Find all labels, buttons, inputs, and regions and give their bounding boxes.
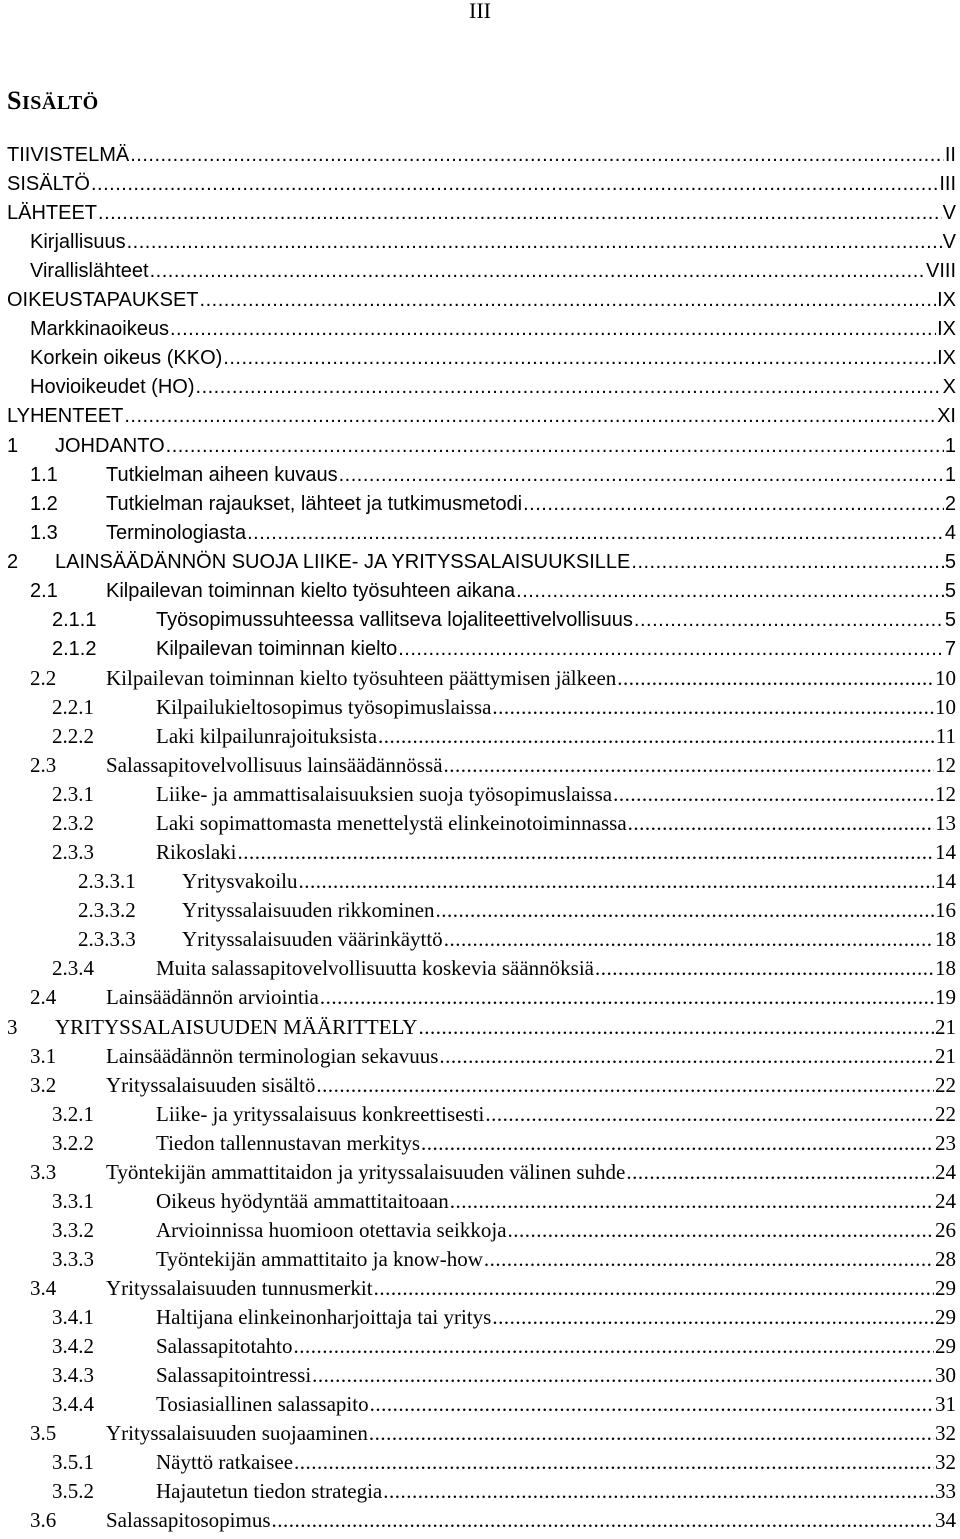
- toc-entry: [0, 1216, 960, 1245]
- toc-dot-leader: [339, 461, 944, 490]
- toc-entry-page: 24: [935, 1159, 956, 1184]
- toc-entry-title: Liike- ja ammattisalaisuuksien suoja työsopimuslaissa: [156, 782, 613, 807]
- toc-entry-title: Lainsäädännön terminologian sekavuus: [106, 1043, 439, 1068]
- toc-entry-number: 2.3.3: [52, 840, 94, 865]
- toc-entry-title: Kilpailevan toiminnan kielto työsuhteen päättymisen jälkeen: [106, 665, 617, 690]
- toc-entry: [0, 838, 960, 867]
- toc-entry-title: Salassapitosopimus: [106, 1508, 271, 1533]
- toc-entry-title: Kilpailevan toiminnan kielto työsuhteen aikana: [106, 579, 516, 602]
- toc-entry: [0, 577, 960, 606]
- toc-entry: [0, 1419, 960, 1448]
- toc-entry-page: 33: [935, 1479, 956, 1504]
- toc-entry-page: 30: [935, 1363, 956, 1388]
- toc-entry: [0, 199, 960, 228]
- toc-entry: [0, 1100, 960, 1129]
- toc-dot-leader: [200, 286, 937, 315]
- toc-entry-page: 24: [935, 1188, 956, 1213]
- toc-entry-number: 3.5: [30, 1421, 57, 1446]
- toc-entry-number: 3.4: [30, 1275, 57, 1300]
- toc-entry-page: 31: [935, 1392, 956, 1417]
- toc-dot-leader: [383, 1477, 934, 1506]
- heading-initial: S: [7, 86, 22, 115]
- toc-entry: [0, 896, 960, 925]
- toc-entry-title: Rikoslaki: [156, 840, 237, 865]
- toc-entry-title: Muita salassapitovelvollisuutta koskevia säännöksiä: [156, 956, 595, 981]
- toc-entry: [0, 983, 960, 1012]
- toc-entry-number: 3.3.2: [52, 1217, 94, 1242]
- toc-entry: [0, 925, 960, 954]
- toc-entry-number: 2: [7, 550, 19, 573]
- toc-entry-title: Laki sopimattomasta menettelystä elinkeinotoiminnassa: [156, 811, 627, 836]
- toc-entry-number: 3.3.1: [52, 1188, 94, 1213]
- toc-dot-leader: [196, 373, 942, 402]
- toc-entry-number: 2.1.1: [52, 608, 97, 631]
- toc-entry-page: 10: [935, 694, 956, 719]
- toc-entry-page: II: [944, 144, 956, 166]
- toc-dot-leader: [98, 199, 942, 228]
- toc-entry: [0, 1361, 960, 1390]
- toc-entry: [0, 635, 960, 664]
- toc-entry-number: 2.3.3.2: [78, 898, 136, 923]
- toc-entry-title: Yritysvakoilu: [182, 869, 298, 894]
- toc-entry-number: 2.1: [30, 579, 58, 602]
- toc-entry-title: Salassapitointressi: [156, 1363, 312, 1388]
- toc-dot-leader: [516, 577, 944, 606]
- toc-entry-page: 14: [935, 840, 956, 865]
- toc-entry-number: 3.2: [30, 1072, 57, 1097]
- toc-entry-number: 3.5.1: [52, 1450, 94, 1475]
- toc-dot-leader: [130, 141, 944, 170]
- toc-entry-number: 3.2.1: [52, 1101, 94, 1126]
- toc-entry-number: 1: [7, 434, 19, 457]
- toc-entry-page: 34: [935, 1508, 956, 1533]
- toc-entry: [0, 286, 960, 315]
- toc-dot-leader: [436, 896, 934, 925]
- toc-entry: [0, 1071, 960, 1100]
- toc-entry-title: Tutkielman aiheen kuvaus: [106, 463, 338, 486]
- toc-entry-page: V: [942, 202, 956, 225]
- toc-dot-leader: [631, 548, 943, 577]
- toc-entry-title: LÄHTEET: [7, 202, 98, 225]
- toc-entry: [0, 548, 960, 577]
- toc-entry-page: 18: [935, 956, 956, 981]
- toc-dot-leader: [628, 809, 934, 838]
- toc-entry-number: 2.2.2: [52, 724, 94, 748]
- toc-dot-leader: [626, 1158, 934, 1187]
- toc-entry-number: 3.4.3: [52, 1363, 94, 1388]
- toc-entry-page: 32: [935, 1421, 956, 1446]
- toc-entry-title: YRITYSSALAISUUDEN MÄÄRITTELY: [55, 1014, 418, 1039]
- toc-dot-leader: [293, 1332, 934, 1361]
- toc-entry-number: 3.4.1: [52, 1305, 94, 1329]
- toc-dot-leader: [320, 983, 934, 1012]
- toc-entry-title: Oikeus hyödyntää ammattitaitoaan: [156, 1188, 449, 1213]
- toc-dot-leader: [492, 1303, 934, 1332]
- toc-entry: [0, 170, 960, 199]
- toc-entry-page: 13: [935, 811, 956, 836]
- toc-dot-leader: [247, 519, 944, 548]
- toc-entry-title: Lainsäädännön arviointia: [106, 985, 319, 1010]
- toc-entry: [0, 751, 960, 780]
- toc-entry-page: 22: [935, 1072, 956, 1097]
- toc-dot-leader: [418, 1013, 934, 1042]
- toc-entry-number: 3: [7, 1014, 18, 1039]
- toc-entry-title: Salassapitovelvollisuus lainsäädännössä: [106, 753, 443, 778]
- toc-entry: [0, 606, 960, 635]
- toc-dot-leader: [444, 925, 934, 954]
- toc-dot-leader: [421, 1129, 934, 1158]
- toc-entry-page: 1: [944, 463, 956, 486]
- toc-entry-number: 3.3: [30, 1159, 57, 1184]
- toc-dot-leader: [299, 867, 935, 896]
- toc-entry: [0, 722, 960, 751]
- toc-entry-page: 1: [944, 434, 956, 457]
- toc-dot-leader: [294, 1448, 934, 1477]
- toc-entry-page: IX: [937, 318, 956, 341]
- toc-dot-leader: [450, 1187, 934, 1216]
- toc-dot-leader: [150, 257, 925, 286]
- toc-entry-number: 2.3.2: [52, 811, 94, 836]
- toc-entry-page: 12: [935, 753, 956, 778]
- toc-dot-leader: [312, 1361, 934, 1390]
- toc-entry: [0, 1187, 960, 1216]
- toc-entry-number: 2.1.2: [52, 637, 97, 660]
- toc-dot-leader: [617, 664, 934, 693]
- toc-dot-leader: [166, 432, 944, 461]
- toc-dot-leader: [370, 1390, 934, 1419]
- toc-entry-title: Hovioikeudet (HO): [30, 376, 195, 399]
- toc-entry: [0, 344, 960, 373]
- toc-entry-page: III: [939, 173, 956, 196]
- toc-entry: [0, 954, 960, 983]
- toc-entry-page: X: [942, 376, 956, 399]
- toc-entry-number: 3.1: [30, 1043, 57, 1068]
- toc-entry-title: Yrityssalaisuuden sisältö: [106, 1072, 316, 1097]
- toc-entry: [0, 432, 960, 461]
- toc-entry-page: 5: [944, 608, 956, 631]
- toc-entry-number: 2.3.1: [52, 782, 94, 807]
- toc-entry-title: Laki kilpailunrajoituksista: [156, 724, 378, 748]
- toc-entry-page: 29: [935, 1275, 956, 1300]
- toc-entry-page: 10: [935, 665, 956, 690]
- toc-dot-leader: [378, 722, 935, 751]
- toc-entry-number: 1.3: [30, 521, 58, 544]
- toc-entry-page: 26: [935, 1217, 956, 1242]
- toc-entry: [0, 1042, 960, 1071]
- toc-entry-title: Tutkielman rajaukset, lähteet ja tutkimusmetodi: [106, 492, 523, 515]
- toc-dot-leader: [613, 780, 934, 809]
- toc-entry-number: 3.5.2: [52, 1479, 94, 1504]
- toc-entry: [0, 228, 960, 257]
- toc-dot-leader: [316, 1071, 934, 1100]
- toc-entry-number: 2.4: [30, 985, 57, 1010]
- toc-entry-number: 3.3.3: [52, 1246, 94, 1271]
- toc-entry-number: 1.2: [30, 492, 58, 515]
- toc-entry: [0, 373, 960, 402]
- toc-entry-title: Yrityssalaisuuden rikkominen: [182, 898, 435, 923]
- toc-entry: [0, 1158, 960, 1187]
- toc-entry-page: XI: [937, 405, 956, 428]
- toc-entry: [0, 315, 960, 344]
- toc-entry-page: IX: [937, 347, 956, 370]
- toc-entry-title: Terminologiasta: [106, 521, 247, 544]
- toc-entry-page: 7: [944, 637, 956, 660]
- toc-dot-leader: [374, 1274, 934, 1303]
- toc-entry: [0, 1506, 960, 1535]
- toc-entry: [0, 780, 960, 809]
- toc-entry-page: 4: [944, 521, 956, 544]
- toc-entry-number: 3.4.2: [52, 1334, 94, 1359]
- toc-entry-title: Markkinaoikeus: [30, 318, 169, 341]
- toc-entry: [0, 1303, 960, 1332]
- toc-dot-leader: [634, 606, 944, 635]
- toc-entry-number: 2.2: [30, 665, 57, 690]
- toc-dot-leader: [124, 402, 936, 431]
- toc-entry-title: JOHDANTO: [55, 434, 165, 457]
- toc-entry-title: LAINSÄÄDÄNNÖN SUOJA LIIKE- JA YRITYSSALAISUUKSILLE: [55, 550, 631, 573]
- toc-entry-page: 14: [935, 869, 956, 894]
- toc-entry-title: Haltijana elinkeinonharjoittaja tai yritys: [156, 1305, 492, 1329]
- toc-entry-number: 1.1: [30, 463, 58, 486]
- toc-entry: [0, 519, 960, 548]
- toc-entry-page: 29: [935, 1334, 956, 1359]
- toc-dot-leader: [238, 838, 934, 867]
- toc-dot-leader: [91, 170, 938, 199]
- toc-entry: [0, 257, 960, 286]
- toc-entry: [0, 490, 960, 519]
- toc-entry: [0, 1390, 960, 1419]
- toc-entry-title: Salassapitotahto: [156, 1334, 293, 1359]
- toc-entry: [0, 461, 960, 490]
- toc-entry-page: 18: [935, 927, 956, 952]
- toc-entry-title: Tosiasiallinen salassapito: [156, 1392, 369, 1417]
- toc-entry: [0, 1477, 960, 1506]
- toc-entry-number: 2.3.3.1: [78, 869, 136, 894]
- toc-entry-title: Yrityssalaisuuden väärinkäyttö: [182, 927, 443, 952]
- toc-dot-leader: [484, 1245, 934, 1274]
- toc-entry-number: 2.3.3.3: [78, 927, 136, 952]
- heading-rest: ISÄLTÖ: [21, 92, 99, 114]
- toc-entry-page: 16: [935, 898, 956, 923]
- toc-entry-number: 2.2.1: [52, 694, 94, 719]
- toc-entry-title: Näyttö ratkaisee: [156, 1450, 294, 1475]
- toc-entry-page: 5: [944, 579, 956, 602]
- toc-entry-title: OIKEUSTAPAUKSET: [7, 289, 199, 312]
- toc-entry-title: Työsopimussuhteessa vallitseva lojaliteettivelvollisuus: [156, 608, 633, 631]
- toc-entry: [0, 1013, 960, 1042]
- toc-dot-leader: [369, 1419, 934, 1448]
- toc-entry-title: Työntekijän ammattitaito ja know-how: [156, 1246, 483, 1271]
- toc-dot-leader: [595, 954, 934, 983]
- toc-dot-leader: [439, 1042, 934, 1071]
- toc-entry: [0, 1332, 960, 1361]
- toc-entry-title: Korkein oikeus (KKO): [30, 347, 223, 370]
- toc-entry: [0, 1274, 960, 1303]
- toc-dot-leader: [223, 344, 936, 373]
- toc-dot-leader: [485, 1100, 934, 1129]
- toc-entry-page: V: [942, 231, 956, 254]
- toc-entry: [0, 693, 960, 722]
- toc-entry-page: 19: [935, 985, 956, 1010]
- toc-entry-title: SISÄLTÖ: [7, 173, 90, 196]
- toc-entry-title: Liike- ja yrityssalaisuus konkreettisesti: [156, 1101, 485, 1126]
- toc-dot-leader: [272, 1506, 934, 1535]
- toc-entry-number: 3.4.4: [52, 1392, 94, 1417]
- toc-dot-leader: [523, 490, 944, 519]
- toc-entry-title: TIIVISTELMÄ: [7, 144, 130, 166]
- toc-entry-title: Yrityssalaisuuden suojaaminen: [106, 1421, 368, 1446]
- toc-entry: [0, 664, 960, 693]
- toc-dot-leader: [398, 635, 944, 664]
- toc-entry-page: 22: [935, 1101, 956, 1126]
- toc-entry: [0, 809, 960, 838]
- toc-entry: [0, 867, 960, 896]
- toc-dot-leader: [492, 693, 934, 722]
- toc-entry-page: 21: [935, 1014, 956, 1039]
- toc-entry-page: VIII: [925, 260, 956, 283]
- toc-dot-leader: [444, 751, 934, 780]
- toc-entry-title: Hajautetun tiedon strategia: [156, 1479, 383, 1504]
- toc-entry-number: 3.6: [30, 1508, 57, 1533]
- contents-heading: [7, 86, 99, 116]
- toc-entry-page: 11: [935, 724, 956, 748]
- toc-entry-page: 32: [935, 1450, 956, 1475]
- toc-entry-title: Tiedon tallennustavan merkitys: [156, 1130, 421, 1155]
- toc-entry-page: 23: [935, 1130, 956, 1155]
- toc-entry-page: 2: [944, 492, 956, 515]
- toc-dot-leader: [508, 1216, 934, 1245]
- toc-entry-page: 29: [935, 1305, 956, 1329]
- toc-entry-title: Kilpailukieltosopimus työsopimuslaissa: [156, 694, 492, 719]
- toc-entry-page: 12: [935, 782, 956, 807]
- toc-entry-page: IX: [937, 289, 956, 312]
- toc-entry-title: Työntekijän ammattitaidon ja yrityssalaisuuden välinen suhde: [106, 1159, 626, 1184]
- toc-entry: [0, 402, 960, 431]
- toc-entry-title: LYHENTEET: [7, 405, 124, 428]
- toc-entry: [0, 141, 960, 170]
- toc-entry-title: Yrityssalaisuuden tunnusmerkit: [106, 1275, 373, 1300]
- toc-dot-leader: [170, 315, 936, 344]
- toc-entry: [0, 1129, 960, 1158]
- toc-entry-number: 3.2.2: [52, 1130, 94, 1155]
- toc-entry: [0, 1245, 960, 1274]
- toc-entry-number: 2.3.4: [52, 956, 94, 981]
- toc-entry-number: 2.3: [30, 753, 57, 778]
- toc-dot-leader: [127, 228, 942, 257]
- toc-entry-page: 5: [944, 550, 956, 573]
- toc-entry-page: 28: [935, 1246, 956, 1271]
- toc-entry-title: Virallislähteet: [30, 260, 149, 283]
- toc-entry-title: Kilpailevan toiminnan kielto: [156, 637, 398, 660]
- toc-entry-title: Arvioinnissa huomioon otettavia seikkoja: [156, 1217, 507, 1242]
- page-number: III: [469, 0, 491, 23]
- toc-entry-title: Kirjallisuus: [30, 231, 126, 254]
- toc-entry-page: 21: [935, 1043, 956, 1068]
- toc-entry: [0, 1448, 960, 1477]
